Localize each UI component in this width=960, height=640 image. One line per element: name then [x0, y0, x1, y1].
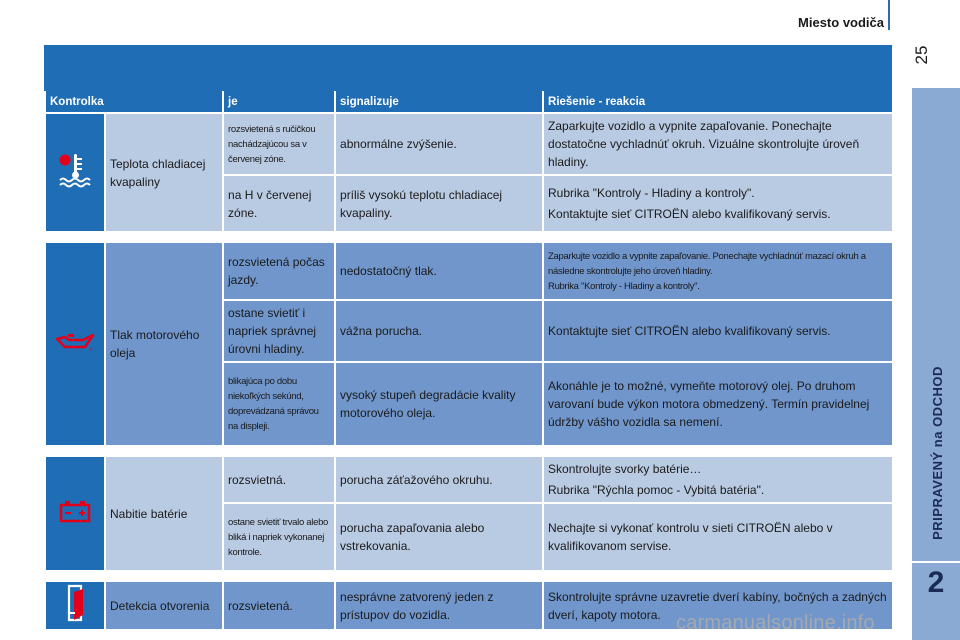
- group-spacer: [45, 446, 893, 456]
- column-header-je: je: [223, 91, 335, 113]
- table-row: [45, 242, 893, 300]
- action-text: Kontaktujte sieť CITROËN alebo kvalifikovaný servis.: [548, 324, 831, 338]
- group-spacer: [45, 571, 893, 581]
- table-header-row: [45, 91, 893, 113]
- action-text: Kontaktujte sieť CITROËN alebo kvalifikovaný servis.: [548, 207, 831, 221]
- signal-cell: porucha záťažového okruhu.: [335, 456, 543, 503]
- chapter-tab-label: PRIPRAVENÝ na ODCHOD: [930, 366, 945, 540]
- action-text: Zaparkujte vozidlo a vypnite zapaľovanie. Ponechajte dostatočne vychladnúť okruh. Vizuálne skontrolujte úroveň hladiny.: [548, 119, 860, 169]
- action-text: Nechajte si vykonať kontrolu v sieti CITROËN alebo v kvalifikovanom servise.: [548, 521, 833, 553]
- state-cell: rozsvietná.: [223, 456, 335, 503]
- oil-can-icon: [45, 242, 105, 446]
- warning-lights-table-wrap: [44, 91, 892, 631]
- warning-lights-table: [44, 91, 894, 631]
- state-cell: ostane svietiť trvalo alebo bliká i napriek vykonanej kontrole.: [223, 503, 335, 571]
- warning-name: Teplota chladiacej kvapaliny: [105, 113, 223, 232]
- section-title: Miesto vodiča: [798, 15, 884, 30]
- group-spacer: [45, 232, 893, 242]
- signal-cell: abnormálne zvýšenie.: [335, 113, 543, 175]
- action-text: Zaparkujte vozidlo a vypnite zapaľovanie. Ponechajte vychladnúť mazací okruh a následne skontrolujte jeho úroveň hladiny.: [548, 250, 866, 277]
- state-cell: na H v červenej zóne.: [223, 175, 335, 232]
- signal-cell: príliš vysokú teplotu chladiacej kvapaliny.: [335, 175, 543, 232]
- coolant-temperature-icon: [45, 113, 105, 232]
- action-text: Rubrika "Rýchla pomoc - Vybitá batéria".: [548, 483, 765, 497]
- door-open-icon: [45, 581, 105, 630]
- signal-cell: nesprávne zatvorený jeden z prístupov do vozidla.: [335, 581, 543, 630]
- state-cell: rozsvietená.: [223, 581, 335, 630]
- action-cell: [543, 362, 893, 446]
- header-rule: [888, 0, 890, 30]
- state-cell: ostane svietiť i napriek správnej úrovni hladiny.: [223, 300, 335, 362]
- chapter-divider: [912, 561, 960, 563]
- action-cell: [543, 503, 893, 571]
- action-text: Rubrika "Kontroly - Hladiny a kontroly".: [548, 280, 700, 292]
- column-header-riesenie: Riešenie - reakcia: [543, 91, 893, 113]
- action-text: Akonáhle je to možné, vymeňte motorový olej. Po druhom varovaní bude výkon motora obmedzený. Termín pravidelnej údržby vášho vozidla sa nemení.: [548, 379, 870, 429]
- action-text: Skontrolujte svorky batérie…: [548, 462, 702, 476]
- action-cell: [543, 456, 893, 503]
- signal-cell: vážna porucha.: [335, 300, 543, 362]
- action-text: Rubrika "Kontroly - Hladiny a kontroly".: [548, 186, 755, 200]
- column-header-signalizuje: signalizuje: [335, 91, 543, 113]
- action-cell: [543, 300, 893, 362]
- chapter-number: 2: [927, 566, 945, 599]
- action-cell: [543, 175, 893, 232]
- battery-icon: [45, 456, 105, 571]
- state-cell: rozsvietená s ručičkou nachádzajúcou sa v červenej zóne.: [223, 113, 335, 175]
- column-header-kontrolka: Kontrolka: [45, 91, 223, 113]
- action-cell: [543, 113, 893, 175]
- action-cell: [543, 242, 893, 300]
- warning-name: Tlak motorového oleja: [105, 242, 223, 446]
- page-number: 25: [912, 45, 931, 65]
- table-header-band: [44, 45, 892, 91]
- signal-cell: vysoký stupeň degradácie kvality motorového oleja.: [335, 362, 543, 446]
- action-text: Skontrolujte správne uzavretie dverí kabíny, bočných a zadných dverí, kapoty motora.: [548, 589, 887, 622]
- table-row: [45, 113, 893, 175]
- signal-cell: nedostatočný tlak.: [335, 242, 543, 300]
- state-cell: rozsvietená počas jazdy.: [223, 242, 335, 300]
- warning-name: Detekcia otvorenia: [105, 581, 223, 630]
- warning-name: Nabitie batérie: [105, 456, 223, 571]
- table-row: [45, 456, 893, 503]
- state-cell: blikajúca po dobu niekoľkých sekúnd, doprevádzaná správou na displeji.: [223, 362, 335, 446]
- watermark: carmanualsonline.info: [676, 612, 875, 634]
- signal-cell: porucha zapaľovania alebo vstrekovania.: [335, 503, 543, 571]
